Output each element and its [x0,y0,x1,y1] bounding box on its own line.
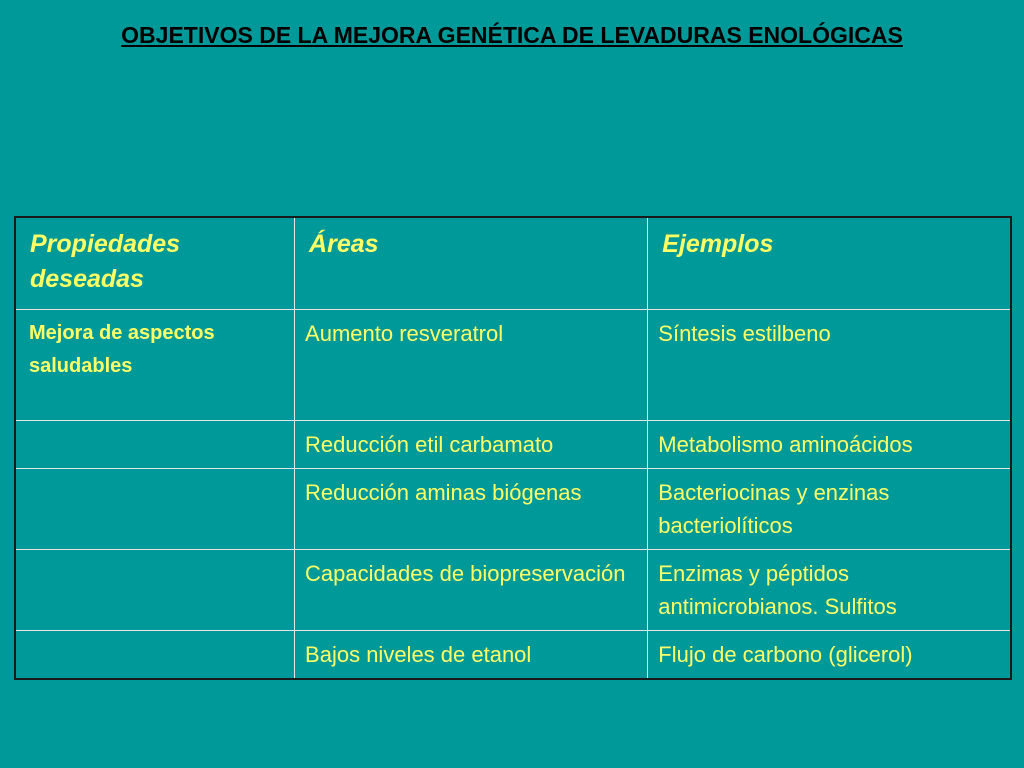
table-row [15,421,1011,469]
header-areas: Áreas [295,217,648,310]
cell-ejemplo: Síntesis estilbeno [648,310,1011,421]
header-propiedades: Propiedades deseadas [15,217,295,310]
cell-ejemplo: Bacteriocinas y enzinas bacteriolíticos [648,469,1011,550]
table-row [15,469,1011,550]
header-ejemplos: Ejemplos [648,217,1011,310]
cell-area: Bajos niveles de etanol [295,631,648,680]
cell-area: Aumento resveratrol [295,310,648,421]
cell-area: Reducción aminas biógenas [295,469,648,550]
table-row [15,631,1011,680]
cell-propiedad [15,469,295,550]
properties-table [14,216,1012,680]
cell-propiedad: Mejora de aspectos saludables [15,310,295,421]
table-row [15,550,1011,631]
cell-propiedad [15,550,295,631]
cell-ejemplo: Metabolismo aminoácidos [648,421,1011,469]
cell-area: Reducción etil carbamato [295,421,648,469]
cell-propiedad [15,421,295,469]
cell-ejemplo: Enzimas y péptidos antimicrobianos. Sulfitos [648,550,1011,631]
cell-propiedad [15,631,295,680]
slide-title: OBJETIVOS DE LA MEJORA GENÉTICA DE LEVADURAS ENOLÓGICAS [121,22,903,48]
table-row [15,310,1011,421]
cell-ejemplo: Flujo de carbono (glicerol) [648,631,1011,680]
cell-area: Capacidades de biopreservación [295,550,648,631]
table-header-row [15,217,1011,310]
